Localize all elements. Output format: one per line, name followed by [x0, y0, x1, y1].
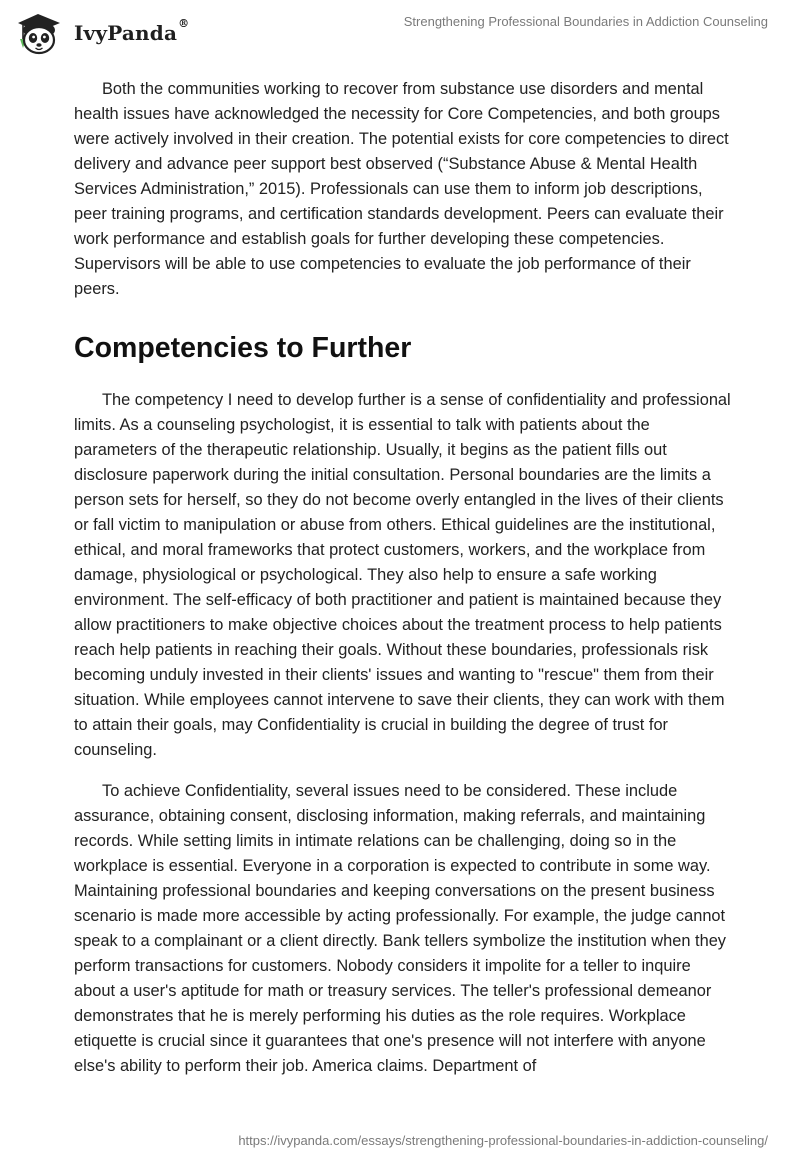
logo-registered-mark: ® — [178, 17, 190, 30]
paragraph-confidentiality-limits: The competency I need to develop further is a sense of confidentiality and professional limits. As a counseling psychologist, it is essential to talk with patients about the parameters of the therapeutic relationship. Usually, it begins as the patient fills out disclosure paperwork during the initial consultation. Personal boundaries are the limits a person sets for herself, so they do not become overly entangled in the lives of their clients or fall victim to manipulation or abuse from others. Ethical guidelines are the institutional, ethical, and moral frameworks that protect customers, workers, and the workplace from damage, physiological or psychological. They also help to ensure a safe working environment. The self-efficacy of both practitioner and patient is maintained because they allow practitioners to make objective choices about the treatment process to help patients reach help patients in reaching their goals. Without these boundaries, professionals risk becoming unduly invested in their clients' issues and wanting to "rescue" them from their situation. While employees cannot intervene to save their clients, they can work with them to attain their goals, may Confidentiality is crucial in building the degree of trust for counseling. — [74, 391, 731, 759]
document-title: Strengthening Professional Boundaries in Addiction Counseling — [403, 14, 768, 29]
essay-body — [74, 77, 734, 1095]
page-header — [0, 0, 800, 70]
logo[interactable] — [14, 8, 189, 56]
logo-text: IvyPanda® — [74, 17, 190, 45]
source-url[interactable]: https://ivypanda.com/essays/strengthening-professional-boundaries-in-addiction-counseling/ — [238, 1133, 768, 1148]
section-heading: Competencies to Further — [74, 332, 412, 364]
panda-graduation-cap-icon — [14, 8, 66, 56]
paragraph-achieve-confidentiality: To achieve Confidentiality, several issues need to be considered. These include assurance, obtaining consent, disclosing information, making referrals, and maintaining records. While setting limits in intimate relations can be challenging, doing so in the workplace is essential. Everyone in a corporation is expected to contribute in some way. Maintaining professional boundaries and keeping conversations on the present business scenario is made more accessible by acting professionally. For example, the judge cannot speak to a complainant or a client directly. Bank tellers symbolize the institution when they perform transactions for customers. Nobody considers it impolite for a teller to inquire about a user's aptitude for math or treasury services. The teller's professional demeanor demonstrates that he is merely performing his duties as the role requires. Workplace etiquette is crucial since it guarantees that one's presence will not interfere with anyone else's ability to perform their job. America claims. Department of — [74, 782, 727, 1075]
paragraph-core-competencies: Both the communities working to recover from substance use disorders and mental health issues have acknowledged the necessity for Core Competencies, and both groups were actively involved in their creation. The potential exists for core competencies to direct delivery and advance peer support best observed (“Substance Abuse & Mental Health Services Administration,” 2015). Professionals can use them to inform job descriptions, peer training programs, and certification standards development. Peers can evaluate their work performance and establish goals for further developing these competencies. Supervisors will be able to use competencies to evaluate the job performance of their peers. — [74, 80, 729, 298]
